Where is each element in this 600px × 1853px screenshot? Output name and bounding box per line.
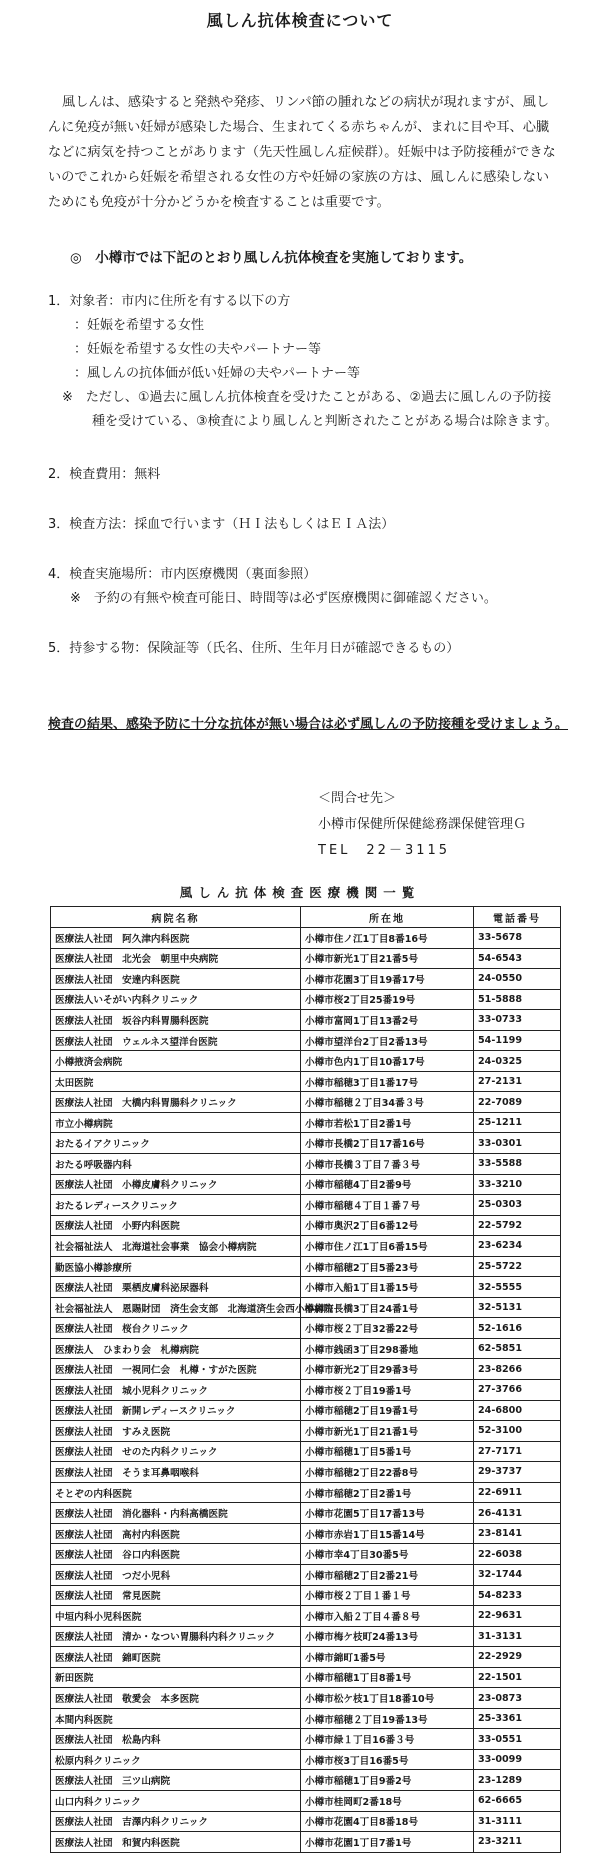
table-row — [51, 1523, 561, 1544]
clinic-name: 医療法人社団 松島内科 — [51, 1729, 301, 1750]
clinic-address: 小樽市若松1丁目2番1号 — [301, 1112, 474, 1133]
clinic-phone: 32-5131 — [474, 1297, 561, 1318]
clinic-name: 医療法人社団 そうま耳鼻咽喉科 — [51, 1462, 301, 1483]
clinic-name: 太田医院 — [51, 1071, 301, 1092]
table-row — [51, 1708, 561, 1729]
clinic-list-title: 風しん抗体検査医療機関一覧 — [179, 885, 421, 900]
clinic-name: 医療法人社団 小樽皮膚科クリニック — [51, 1174, 301, 1195]
clinic-phone: 22-1501 — [474, 1667, 561, 1688]
clinic-address: 小樽市稲穂2丁目19番1号 — [301, 1400, 474, 1421]
clinic-phone: 51-5888 — [474, 989, 561, 1010]
table-row — [51, 1811, 561, 1832]
clinic-address: 小樽市稲穂4丁目2番9号 — [301, 1174, 474, 1195]
intro-paragraph: 風しんは、感染すると発熱や発疹、リンパ節の腫れなどの病状が現れますが、風しんに免疫が無い妊婦が感染した場合、生まれてくる赤ちゃんが、まれに目や耳、心臓などに病気を持つことがあります（先天性風しん症候群）。妊娠中は予防接種ができないのでこれから妊娠を希望される女性の方や妊婦の家族の方は、風しんに感染しないためにも免疫が十分かどうかを検査することは重要です。 — [48, 95, 556, 210]
clinic-name: 医療法人社団 錦町医院 — [51, 1647, 301, 1668]
clinic-phone: 27-2131 — [474, 1071, 561, 1092]
table-row — [51, 1112, 561, 1133]
clinic-name: おたるレディースクリニック — [51, 1195, 301, 1216]
table-row — [51, 1503, 561, 1524]
clinic-name: 医療法人社団 敬愛会 本多医院 — [51, 1688, 301, 1709]
clinic-address: 小樽市稲穂2丁目2番21号 — [301, 1564, 474, 1585]
notice-line: ◎ 小樽市では下記のとおり風しん抗体検査を実施しております。 — [70, 250, 473, 266]
clinic-address: 小樽市赤岩1丁目15番14号 — [301, 1523, 474, 1544]
header-name: 病院名称 — [51, 907, 301, 928]
clinic-address: 小樽市稲穂1丁目9番2号 — [301, 1770, 474, 1791]
clinic-name: 社会福祉法人 恩賜財団 済生会支部 北海道済生会西小樽病院 — [51, 1297, 301, 1318]
table-row — [51, 1606, 561, 1627]
clinic-name: 医療法人社団 大橋内科胃腸科クリニック — [51, 1092, 301, 1113]
table-row — [51, 1564, 561, 1585]
clinic-phone: 52-3100 — [474, 1421, 561, 1442]
clinic-address: 小樽市桜2丁目25番19号 — [301, 989, 474, 1010]
eligibility-heading: 1．対象者：市内に住所を有する以下の方 — [48, 294, 291, 309]
clinic-address: 小樽市稲穂2丁目2番1号 — [301, 1482, 474, 1503]
clinic-address: 小樽市長橋2丁目17番16号 — [301, 1133, 474, 1154]
clinic-address: 小樽市桜3丁目16番5号 — [301, 1749, 474, 1770]
clinic-table — [50, 906, 561, 1853]
clinic-phone: 22-7089 — [474, 1092, 561, 1113]
table-row — [51, 1030, 561, 1051]
table-row — [51, 928, 561, 949]
clinic-phone: 29-3737 — [474, 1462, 561, 1483]
clinic-name: 山口内科クリニック — [51, 1790, 301, 1811]
clinic-address: 小樽市長橋3丁目24番1号 — [301, 1297, 474, 1318]
table-row — [51, 1051, 561, 1072]
clinic-address: 小樽市花園3丁目19番17号 — [301, 969, 474, 990]
clinic-phone: 23-8141 — [474, 1523, 561, 1544]
clinic-phone: 22-6038 — [474, 1544, 561, 1565]
clinic-name: 医療法人社団 北光会 朝里中央病院 — [51, 948, 301, 969]
clinic-address: 小樽市新光1丁目21番1号 — [301, 1421, 474, 1442]
table-row — [51, 1688, 561, 1709]
clinic-address: 小樽市望洋台2丁目2番13号 — [301, 1030, 474, 1051]
clinic-address: 小樽市新光1丁目21番5号 — [301, 948, 474, 969]
clinic-address: 小樽市入船1丁目1番15号 — [301, 1277, 474, 1298]
clinic-phone: 24-0550 — [474, 969, 561, 990]
clinic-name: 医療法人社団 吉澤内科クリニック — [51, 1811, 301, 1832]
section-cost: 2．検査費用：無料 — [48, 467, 161, 482]
contact-tel: TEL 22－3115 — [318, 843, 451, 858]
clinic-address: 小樽市松ケ枝1丁目18番10号 — [301, 1688, 474, 1709]
clinic-phone: 25-0303 — [474, 1195, 561, 1216]
clinic-name: 医療法人社団 新開レディースクリニック — [51, 1400, 301, 1421]
table-row — [51, 1441, 561, 1462]
clinic-name: 医療法人社団 常見医院 — [51, 1585, 301, 1606]
clinic-table-body — [51, 928, 561, 1853]
location-heading: 4．検査実施場所：市内医療機関（裏面参照） — [48, 567, 317, 582]
clinic-phone: 22-2929 — [474, 1647, 561, 1668]
table-row — [51, 948, 561, 969]
table-row — [51, 1133, 561, 1154]
table-row — [51, 1010, 561, 1031]
clinic-address: 小樽市銭函3丁目298番地 — [301, 1338, 474, 1359]
clinic-phone: 33-3210 — [474, 1174, 561, 1195]
eligibility-note-cont: 種を受けている、③検査により風しんと判断されたことがある場合は除きます。 — [92, 414, 558, 429]
clinic-address: 小樽市稲穂1丁目5番1号 — [301, 1441, 474, 1462]
clinic-address: 小樽市稲穂２丁目19番13号 — [301, 1708, 474, 1729]
clinic-phone: 24-0325 — [474, 1051, 561, 1072]
table-row — [51, 1318, 561, 1339]
table-row — [51, 1338, 561, 1359]
clinic-phone: 33-5678 — [474, 928, 561, 949]
table-row — [51, 1380, 561, 1401]
clinic-name: 医療法人社団 ウェルネス望洋台医院 — [51, 1030, 301, 1051]
clinic-phone: 32-5555 — [474, 1277, 561, 1298]
table-row — [51, 1215, 561, 1236]
clinic-name: 市立小樽病院 — [51, 1112, 301, 1133]
table-row — [51, 1236, 561, 1257]
clinic-name: 医療法人社団 消化器科・内科高橋医院 — [51, 1503, 301, 1524]
clinic-address: 小樽市長橋３丁目７番３号 — [301, 1154, 474, 1175]
header-address: 所在地 — [301, 907, 474, 928]
clinic-address: 小樽市稲穂3丁目1番17号 — [301, 1071, 474, 1092]
clinic-name: おたる呼吸器内科 — [51, 1154, 301, 1175]
clinic-address: 小樽市奥沢2丁目6番12号 — [301, 1215, 474, 1236]
clinic-phone: 33-0301 — [474, 1133, 561, 1154]
header-phone: 電話番号 — [474, 907, 561, 928]
clinic-name: 松原内科クリニック — [51, 1749, 301, 1770]
table-row — [51, 1421, 561, 1442]
table-row — [51, 1256, 561, 1277]
table-row — [51, 1174, 561, 1195]
clinic-name: そとぞの内科医院 — [51, 1482, 301, 1503]
page-title: 風しん抗体検査について — [206, 11, 394, 30]
table-row — [51, 1729, 561, 1750]
clinic-address: 小樽市色内1丁目10番17号 — [301, 1051, 474, 1072]
table-row — [51, 1647, 561, 1668]
clinic-address: 小樽市住ノ江1丁目6番15号 — [301, 1236, 474, 1257]
clinic-name: 医療法人いそがい内科クリニック — [51, 989, 301, 1010]
table-row — [51, 1790, 561, 1811]
clinic-phone: 27-7171 — [474, 1441, 561, 1462]
clinic-name: 医療法人社団 すみえ医院 — [51, 1421, 301, 1442]
clinic-address: 小樽市花園1丁目7番1号 — [301, 1832, 474, 1853]
table-row — [51, 1832, 561, 1853]
clinic-address: 小樽市花園4丁目8番18号 — [301, 1811, 474, 1832]
clinic-address: 小樽市花園5丁目17番13号 — [301, 1503, 474, 1524]
clinic-phone: 22-6911 — [474, 1482, 561, 1503]
eligibility-item: ：妊娠を希望する女性 — [74, 318, 205, 333]
clinic-phone: 25-3361 — [474, 1708, 561, 1729]
table-row — [51, 1195, 561, 1216]
clinic-name: 医療法人社団 和賀内科医院 — [51, 1832, 301, 1853]
clinic-phone: 31-3111 — [474, 1811, 561, 1832]
table-row — [51, 1482, 561, 1503]
clinic-address: 小樽市富岡1丁目13番2号 — [301, 1010, 474, 1031]
clinic-address: 小樽市幸4丁目30番5号 — [301, 1544, 474, 1565]
section-eligibility — [48, 290, 568, 434]
clinic-phone: 25-5722 — [474, 1256, 561, 1277]
table-row — [51, 989, 561, 1010]
contact-block — [318, 786, 578, 864]
clinic-phone: 22-5792 — [474, 1215, 561, 1236]
clinic-phone: 23-6234 — [474, 1236, 561, 1257]
clinic-phone: 33-0733 — [474, 1010, 561, 1031]
table-row — [51, 1749, 561, 1770]
clinic-address: 小樽市稲穂2丁目22番8号 — [301, 1462, 474, 1483]
eligibility-item: ：妊娠を希望する女性の夫やパートナー等 — [74, 342, 322, 357]
contact-org: 小樽市保健所保健総務課保健管理Ｇ — [318, 817, 527, 832]
clinic-phone: 33-0099 — [474, 1749, 561, 1770]
vaccination-warning: 検査の結果、感染予防に十分な抗体が無い場合は必ず風しんの予防接種を受けましょう。 — [48, 717, 569, 732]
clinic-address: 小樽市桜２丁目32番22号 — [301, 1318, 474, 1339]
table-row — [51, 1462, 561, 1483]
clinic-phone: 22-9631 — [474, 1606, 561, 1627]
clinic-address: 小樽市桜２丁目１番１号 — [301, 1585, 474, 1606]
location-note: ※ 予約の有無や検査可能日、時間等は必ず医療機関に御確認ください。 — [70, 591, 497, 606]
table-row — [51, 1544, 561, 1565]
clinic-phone: 23-8266 — [474, 1359, 561, 1380]
table-row — [51, 1400, 561, 1421]
clinic-phone: 54-1199 — [474, 1030, 561, 1051]
clinic-name: 医療法人社団 栗栖皮膚科泌尿器科 — [51, 1277, 301, 1298]
eligibility-note: ※ ただし、①過去に風しん抗体検査を受けたことがある、②過去に風しんの予防接 — [62, 390, 552, 405]
section-location — [48, 563, 568, 611]
clinic-phone: 25-1211 — [474, 1112, 561, 1133]
clinic-phone: 27-3766 — [474, 1380, 561, 1401]
table-row — [51, 1626, 561, 1647]
clinic-name: 中垣内科小児科医院 — [51, 1606, 301, 1627]
clinic-address: 小樽市稲穂1丁目8番1号 — [301, 1667, 474, 1688]
contact-label: ＜問合せ先＞ — [318, 791, 397, 806]
clinic-address: 小樽市錦町1番5号 — [301, 1647, 474, 1668]
clinic-address: 小樽市稲穂２丁目34番３号 — [301, 1092, 474, 1113]
clinic-name: 医療法人社団 阿久津内科医院 — [51, 928, 301, 949]
table-row — [51, 1585, 561, 1606]
eligibility-item: ：風しんの抗体価が低い妊婦の夫やパートナー等 — [74, 366, 361, 381]
clinic-address: 小樽市梅ケ枝町24番13号 — [301, 1626, 474, 1647]
clinic-name: 医療法人社団 せのた内科クリニック — [51, 1441, 301, 1462]
table-row — [51, 1092, 561, 1113]
clinic-name: 勤医協小樽診療所 — [51, 1256, 301, 1277]
clinic-phone: 32-1744 — [474, 1564, 561, 1585]
clinic-phone: 52-1616 — [474, 1318, 561, 1339]
table-row — [51, 1770, 561, 1791]
clinic-phone: 62-6665 — [474, 1790, 561, 1811]
clinic-address: 小樽市桂岡町2番18号 — [301, 1790, 474, 1811]
section-bring: 5．持参する物：保険証等（氏名、住所、生年月日が確認できるもの） — [48, 641, 460, 656]
clinic-phone: 33-0551 — [474, 1729, 561, 1750]
clinic-address: 小樽市入船２丁目４番８号 — [301, 1606, 474, 1627]
table-row — [51, 969, 561, 990]
clinic-name: 医療法人社団 高村内科医院 — [51, 1523, 301, 1544]
clinic-name: 社会福祉法人 北海道社会事業 協会小樽病院 — [51, 1236, 301, 1257]
table-header-row — [51, 907, 561, 928]
clinic-name: 医療法人社団 安達内科医院 — [51, 969, 301, 990]
table-row — [51, 1297, 561, 1318]
clinic-name: 医療法人社団 坂谷内科胃腸科医院 — [51, 1010, 301, 1031]
clinic-name: 医療法人社団 一視同仁会 札樽・すがた医院 — [51, 1359, 301, 1380]
clinic-phone: 33-5588 — [474, 1154, 561, 1175]
table-row — [51, 1154, 561, 1175]
clinic-phone: 23-0873 — [474, 1688, 561, 1709]
section-method: 3．検査方法：採血で行います（ＨＩ法もしくはＥＩＡ法） — [48, 517, 395, 532]
clinic-phone: 23-1289 — [474, 1770, 561, 1791]
clinic-phone: 31-3131 — [474, 1626, 561, 1647]
clinic-phone: 54-6543 — [474, 948, 561, 969]
clinic-name: 医療法人社団 つだ小児科 — [51, 1564, 301, 1585]
clinic-name: 医療法人 ひまわり会 札樽病院 — [51, 1338, 301, 1359]
clinic-phone: 26-4131 — [474, 1503, 561, 1524]
clinic-address: 小樽市桜２丁目19番1号 — [301, 1380, 474, 1401]
clinic-name: 本間内科医院 — [51, 1708, 301, 1729]
clinic-address: 小樽市新光2丁目29番3号 — [301, 1359, 474, 1380]
table-row — [51, 1667, 561, 1688]
clinic-phone: 24-6800 — [474, 1400, 561, 1421]
clinic-address: 小樽市稲穂2丁目5番23号 — [301, 1256, 474, 1277]
clinic-address: 小樽市住ノ江1丁目8番16号 — [301, 928, 474, 949]
clinic-address: 小樽市稲穂４丁目１番７号 — [301, 1195, 474, 1216]
clinic-name: 医療法人社団 三ツ山病院 — [51, 1770, 301, 1791]
table-row — [51, 1277, 561, 1298]
clinic-phone: 23-3211 — [474, 1832, 561, 1853]
clinic-name: 小樽掖済会病院 — [51, 1051, 301, 1072]
clinic-name: 医療法人社団 清か・なつい胃腸科内科クリニック — [51, 1626, 301, 1647]
clinic-address: 小樽市緑１丁目16番３号 — [301, 1729, 474, 1750]
table-row — [51, 1359, 561, 1380]
clinic-phone: 62-5851 — [474, 1338, 561, 1359]
clinic-name: おたるイアクリニック — [51, 1133, 301, 1154]
clinic-name: 新田医院 — [51, 1667, 301, 1688]
table-row — [51, 1071, 561, 1092]
clinic-phone: 54-8233 — [474, 1585, 561, 1606]
clinic-name: 医療法人社団 城小児科クリニック — [51, 1380, 301, 1401]
clinic-name: 医療法人社団 桜台クリニック — [51, 1318, 301, 1339]
clinic-name: 医療法人社団 谷口内科医院 — [51, 1544, 301, 1565]
clinic-name: 医療法人社団 小野内科医院 — [51, 1215, 301, 1236]
